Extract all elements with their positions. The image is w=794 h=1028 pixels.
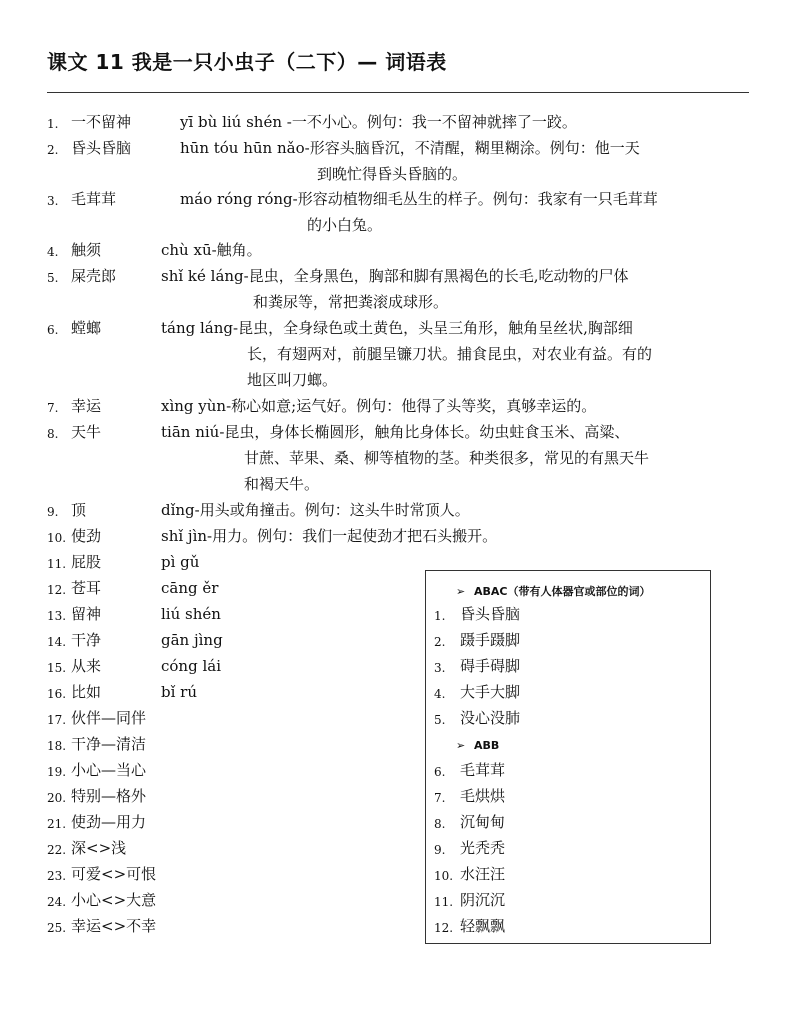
- entry-number: 15.: [47, 661, 67, 675]
- entry-word: 幸运<>不幸: [71, 917, 157, 935]
- entry-definition: táng láng-昆虫，全身绿色或土黄色，头呈三角形，触角呈丝状,胸部细: [161, 319, 633, 337]
- entry-number: 19.: [47, 765, 67, 779]
- entry-number: 13.: [47, 609, 67, 623]
- entry-definition: bǐ rú: [161, 683, 197, 701]
- entry-number: 10.: [47, 531, 67, 545]
- item-word: 沉甸甸: [460, 813, 506, 831]
- entry-word: 伙伴—同伴: [71, 709, 147, 727]
- item-number: 3.: [434, 661, 446, 675]
- entry-number: 4.: [47, 245, 59, 259]
- entry-number: 25.: [47, 921, 67, 935]
- entry-word: 深<>浅: [71, 839, 127, 857]
- entry-number: 17.: [47, 713, 67, 727]
- entry-definition: shǐ jìn-用力。例句：我们一起使劲才把石头搬开。: [161, 527, 498, 545]
- abb-heading-text: ABB: [474, 739, 500, 752]
- arrow-bullet-icon: ➢: [456, 739, 466, 752]
- entry-word: 使劲: [71, 527, 102, 545]
- entry-word: 干净: [71, 631, 102, 649]
- word-pattern-box: [425, 570, 711, 944]
- abb-heading: [456, 739, 499, 752]
- abac-heading: [456, 583, 650, 599]
- entry-number: 2.: [47, 143, 59, 157]
- entry-number: 3.: [47, 194, 59, 208]
- entry-number: 1.: [47, 117, 59, 131]
- item-word: 没心没肺: [460, 709, 521, 727]
- item-word: 昏头昏脑: [460, 605, 521, 623]
- item-number: 9.: [434, 843, 446, 857]
- item-word: 蹑手蹑脚: [460, 631, 521, 649]
- entry-definition: tiān niú-昆虫，身体长椭圆形，触角比身体长。幼虫蛀食玉米、高粱、: [161, 423, 630, 441]
- item-number: 8.: [434, 817, 446, 831]
- entry-number: 7.: [47, 401, 59, 415]
- arrow-bullet-icon: ➢: [456, 585, 466, 598]
- entry-number: 24.: [47, 895, 67, 909]
- entry-definition: yī bù liú shén -一不小心。例句：我一不留神就摔了一跤。: [180, 113, 577, 131]
- item-word: 碍手碍脚: [460, 657, 521, 675]
- entry-definition-continued: 和褐天牛。: [244, 475, 320, 493]
- entry-word: 可爱<>可恨: [71, 865, 157, 883]
- entry-definition: xìng yùn-称心如意;运气好。例句：他得了头等奖，真够幸运的。: [161, 397, 597, 415]
- page-title: 课文 11 我是一只小虫子（二下）— 词语表: [47, 50, 447, 74]
- entry-number: 9.: [47, 505, 59, 519]
- entry-number: 23.: [47, 869, 67, 883]
- entry-definition-continued: 长，有翅两对，前腿呈镰刀状。捕食昆虫，对农业有益。有的: [247, 345, 653, 363]
- abac-heading-text: ABAC（带有人体器官或部位的词）: [474, 585, 651, 598]
- entry-word: 昏头昏脑: [71, 139, 132, 157]
- entry-word: 毛茸茸: [71, 190, 117, 208]
- item-word: 轻飘飘: [460, 917, 506, 935]
- entry-number: 5.: [47, 271, 59, 285]
- entry-definition-continued: 的小白兔。: [307, 216, 383, 234]
- entry-definition: pì gǔ: [161, 553, 200, 571]
- entry-definition: chù xū-触角。: [161, 241, 262, 259]
- entry-number: 16.: [47, 687, 67, 701]
- entry-word: 留神: [71, 605, 102, 623]
- entry-word: 幸运: [71, 397, 102, 415]
- item-number: 7.: [434, 791, 446, 805]
- entry-number: 11.: [47, 557, 67, 571]
- entry-word: 屁股: [71, 553, 102, 571]
- entry-word: 一不留神: [71, 113, 132, 131]
- item-number: 12.: [434, 921, 454, 935]
- entry-word: 苍耳: [71, 579, 102, 597]
- entry-number: 21.: [47, 817, 67, 831]
- item-number: 6.: [434, 765, 446, 779]
- entry-definition: dǐng-用头或角撞击。例句：这头牛时常顶人。: [161, 501, 470, 519]
- entry-number: 22.: [47, 843, 67, 857]
- item-word: 毛茸茸: [460, 761, 506, 779]
- entry-word: 特别—格外: [71, 787, 147, 805]
- entry-number: 18.: [47, 739, 67, 753]
- entry-word: 顶: [71, 501, 87, 519]
- item-number: 4.: [434, 687, 446, 701]
- entry-definition: cóng lái: [161, 657, 221, 675]
- item-word: 阴沉沉: [460, 891, 506, 909]
- entry-word: 小心<>大意: [71, 891, 157, 909]
- entry-word: 小心—当心: [71, 761, 147, 779]
- item-word: 光秃秃: [460, 839, 506, 857]
- entry-number: 14.: [47, 635, 67, 649]
- item-number: 11.: [434, 895, 454, 909]
- entry-word: 干净—清洁: [71, 735, 147, 753]
- entry-definition: shǐ ké láng-昆虫，全身黑色，胸部和脚有黑褐色的长毛,吃动物的尸体: [161, 267, 629, 285]
- item-number: 1.: [434, 609, 446, 623]
- entry-definition: máo róng róng-形容动植物细毛丛生的样子。例句：我家有一只毛茸茸: [180, 190, 658, 208]
- item-word: 水汪汪: [460, 865, 506, 883]
- entry-word: 触须: [71, 241, 102, 259]
- entry-number: 8.: [47, 427, 59, 441]
- entry-word: 天牛: [71, 423, 102, 441]
- entry-definition: hūn tóu hūn nǎo-形容头脑昏沉，不清醒，糊里糊涂。例句：他一天: [180, 139, 640, 157]
- entry-definition-continued: 和粪尿等，常把粪滚成球形。: [253, 293, 449, 311]
- entry-number: 20.: [47, 791, 67, 805]
- entry-word: 螳螂: [71, 319, 102, 337]
- entry-definition: gān jìng: [161, 631, 223, 649]
- entry-definition-continued: 地区叫刀螂。: [247, 371, 338, 389]
- item-word: 大手大脚: [460, 683, 521, 701]
- entry-word: 屎壳郎: [71, 267, 117, 285]
- entry-number: 6.: [47, 323, 59, 337]
- entry-word: 比如: [71, 683, 102, 701]
- item-word: 毛烘烘: [460, 787, 506, 805]
- entry-definition-continued: 甘蔗、苹果、桑、柳等植物的茎。种类很多，常见的有黑天牛: [244, 449, 650, 467]
- entry-number: 12.: [47, 583, 67, 597]
- entry-definition-continued: 到晚忙得昏头昏脑的。: [317, 165, 468, 183]
- entry-word: 使劲—用力: [71, 813, 147, 831]
- entry-definition: cāng ěr: [161, 579, 219, 597]
- item-number: 2.: [434, 635, 446, 649]
- item-number: 10.: [434, 869, 454, 883]
- item-number: 5.: [434, 713, 446, 727]
- entry-definition: liú shén: [161, 605, 221, 623]
- entry-word: 从来: [71, 657, 102, 675]
